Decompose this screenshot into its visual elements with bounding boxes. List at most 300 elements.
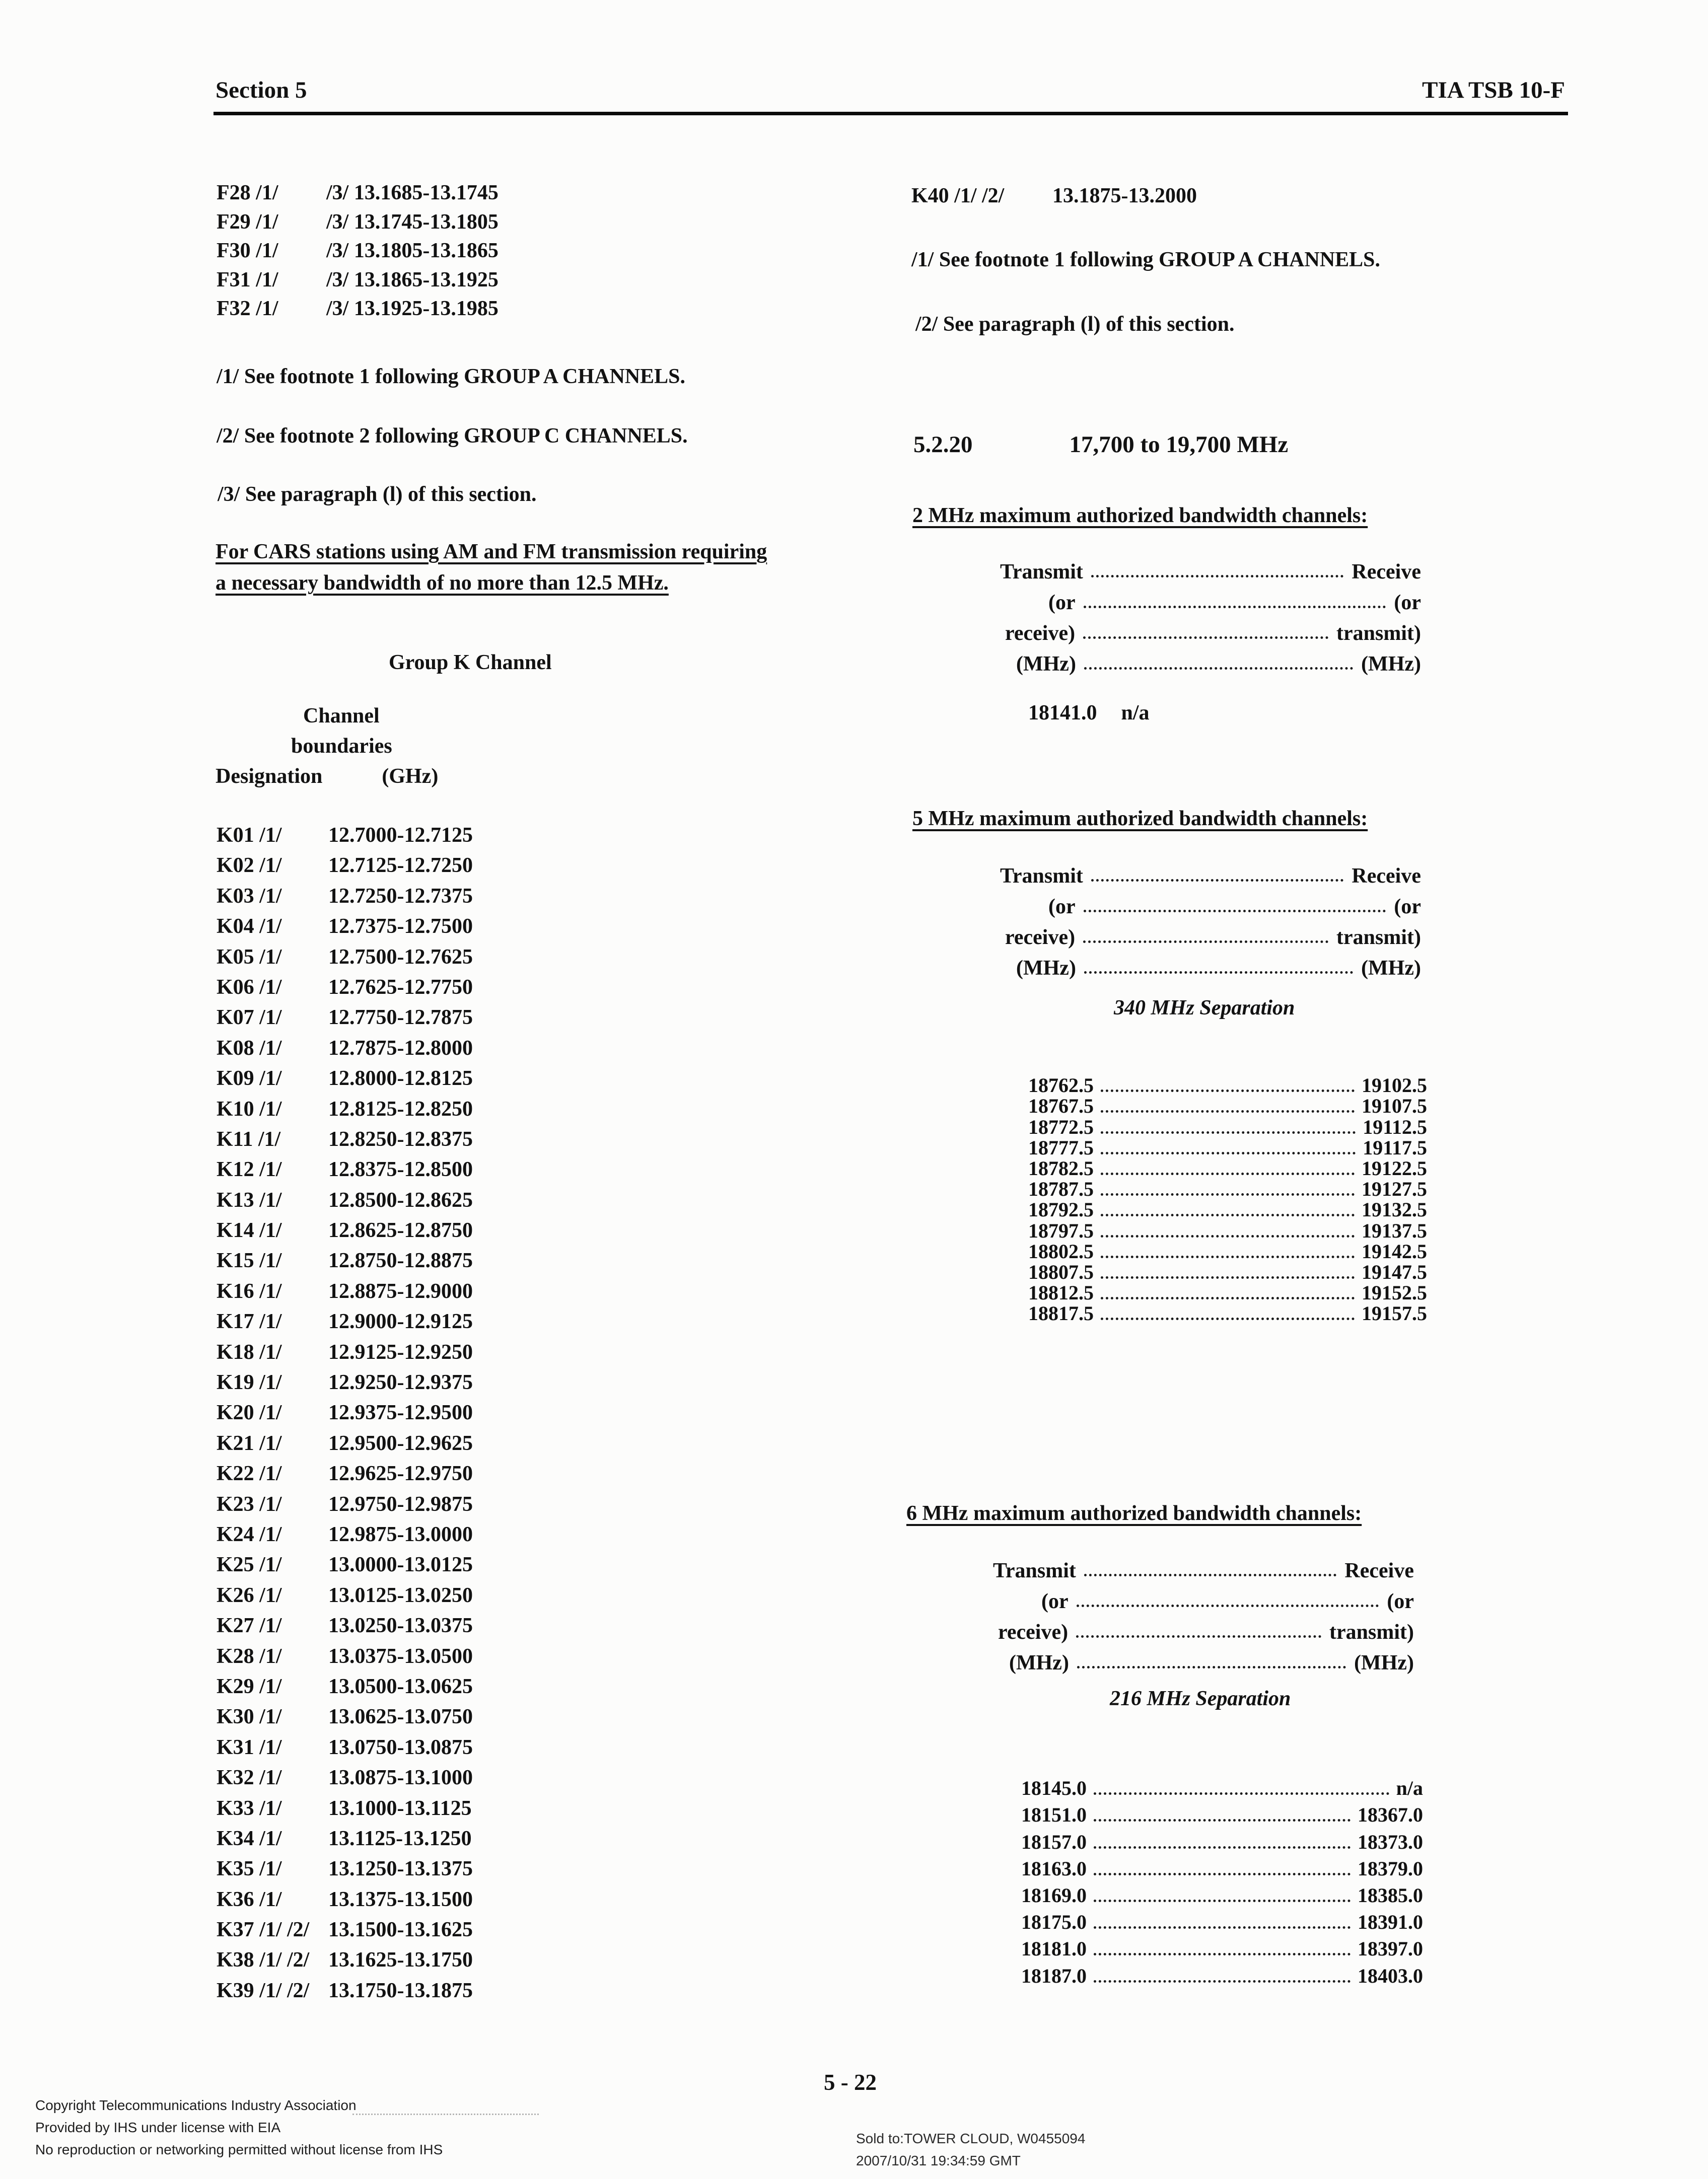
channel-row	[217, 1280, 473, 1310]
transmit-frequency: 18151.0	[1021, 1803, 1087, 1827]
receive-frequency: 19107.5	[1362, 1095, 1427, 1118]
channel-designation: K17 /1/	[217, 1310, 282, 1334]
transmit-frequency: 18797.5	[1028, 1219, 1094, 1242]
channel-boundaries: 12.7625-12.7750	[328, 975, 473, 999]
channel-row	[217, 1432, 473, 1462]
receive-frequency: 19157.5	[1362, 1302, 1427, 1325]
channel-designation: F31 /1/	[217, 268, 278, 292]
transmit-frequency: 18782.5	[1028, 1156, 1094, 1180]
channel-row	[217, 1098, 473, 1128]
channel-boundaries: 12.8750-12.8875	[328, 1249, 473, 1273]
page-number: 5 - 22	[824, 2070, 877, 2095]
channel-designation: K09 /1/	[217, 1067, 282, 1091]
dot-leader	[1094, 1873, 1350, 1875]
channel-designation: K33 /1/	[217, 1796, 282, 1820]
trx-left: (MHz)	[1016, 957, 1076, 980]
channel-boundaries: 12.7875-12.8000	[328, 1036, 473, 1060]
dot-leader	[1101, 1256, 1355, 1258]
channel-row	[217, 1401, 473, 1431]
channel-boundaries: 12.8625-12.8750	[328, 1219, 473, 1243]
channel-boundaries: 13.0875-13.1000	[328, 1766, 473, 1790]
channel-designation: K32 /1/	[217, 1766, 282, 1790]
receive-frequency: 18379.0	[1358, 1857, 1423, 1880]
column-header-channel: Channel	[303, 704, 380, 728]
channel-row	[217, 915, 473, 945]
channel-row	[217, 1705, 473, 1735]
channel-boundaries: 12.9250-12.9375	[328, 1371, 473, 1395]
dot-leader	[1094, 1953, 1350, 1955]
frequency-pair-list-6mhz	[1021, 1772, 1423, 1987]
trx-row	[1000, 584, 1421, 614]
dot-leader	[1091, 879, 1344, 882]
separation-label-216: 216 MHz Separation	[1110, 1687, 1291, 1710]
trx-left: Transmit	[993, 1559, 1076, 1582]
bandwidth-2mhz-heading: 2 MHz maximum authorized bandwidth channels:	[912, 504, 1368, 527]
trx-left: (or	[1048, 895, 1076, 918]
channel-boundaries: 12.8500-12.8625	[328, 1188, 473, 1212]
channel-boundaries: 13.1500-13.1625	[328, 1918, 473, 1942]
channel-boundaries: 13.1625-13.1750	[328, 1948, 473, 1972]
footnote-1: /1/ See footnote 1 following GROUP A CHANNELS.	[217, 365, 686, 388]
dot-leader	[1101, 1152, 1356, 1154]
channel-row	[217, 1067, 473, 1097]
channel-designation: K24 /1/	[217, 1522, 282, 1546]
copyright-line: Copyright Telecommunications Industry Association	[35, 2097, 357, 2113]
channel-row	[217, 1827, 473, 1857]
receive-frequency: n/a	[1396, 1777, 1423, 1800]
channel-row	[217, 1797, 473, 1827]
frequency-pair-row	[1021, 1879, 1423, 1906]
channel-row	[217, 1249, 473, 1279]
bandwidth-6mhz-heading: 6 MHz maximum authorized bandwidth channels:	[906, 1502, 1362, 1525]
channel-boundaries: 13.0250-13.0375	[328, 1614, 473, 1638]
channel-boundaries: 13.0625-13.0750	[328, 1705, 473, 1729]
channel-boundaries: 13.0125-13.0250	[328, 1583, 473, 1607]
frequency-pair-row	[1021, 1772, 1423, 1799]
channel-boundaries: /3/ 13.1805-13.1865	[326, 239, 499, 262]
channel-designation: K16 /1/	[217, 1279, 282, 1303]
frequency-pair-2mhz	[1028, 701, 1150, 725]
channel-designation: K08 /1/	[217, 1036, 282, 1060]
separation-label-340: 340 MHz Separation	[1114, 996, 1295, 1020]
trx-left: receive)	[1005, 622, 1076, 645]
k-channel-table	[217, 824, 473, 2009]
channel-row	[217, 1493, 473, 1523]
section-number: 5.2.20	[913, 431, 973, 458]
footnote-right-1: /1/ See footnote 1 following GROUP A CHANNELS.	[911, 248, 1381, 271]
channel-designation: K11 /1/	[217, 1127, 281, 1151]
frequency-pair-row	[1028, 1096, 1427, 1117]
channel-boundaries: 13.0500-13.0625	[328, 1675, 473, 1698]
channel-row	[217, 297, 499, 326]
dot-leader	[1101, 1090, 1355, 1092]
receive-frequency: 18403.0	[1358, 1964, 1423, 1987]
trx-right: transmit)	[1336, 622, 1421, 645]
channel-designation: K30 /1/	[217, 1705, 282, 1729]
footnote-right-2: /2/ See paragraph (l) of this section.	[915, 313, 1235, 336]
channel-boundaries: 13.1750-13.1875	[328, 1979, 473, 2002]
channel-designation: K19 /1/	[217, 1371, 282, 1395]
sold-to-line: Sold to:TOWER CLOUD, W0455094	[856, 2131, 1086, 2146]
dot-leader	[1094, 1900, 1350, 1902]
channel-row	[217, 1979, 473, 2009]
channel-designation: F30 /1/	[217, 239, 278, 262]
channel-boundaries: 12.8375-12.8500	[328, 1158, 473, 1182]
frequency-pair-row	[1028, 1200, 1427, 1220]
channel-row	[217, 1857, 473, 1887]
frequency-pair-row	[1021, 1959, 1423, 1986]
transmit-frequency: 18772.5	[1028, 1115, 1094, 1138]
frequency-pair-row	[1028, 1179, 1427, 1200]
transmit-frequency: 18792.5	[1028, 1198, 1094, 1221]
trx-row	[1000, 553, 1421, 584]
channel-boundaries: /3/ 13.1745-13.1805	[326, 210, 499, 234]
trx-row	[1000, 888, 1421, 918]
channel-row	[217, 1037, 473, 1067]
receive-frequency: n/a	[1121, 701, 1150, 724]
trx-right: (or	[1394, 591, 1421, 614]
channel-row	[217, 946, 473, 976]
transmit-frequency: 18777.5	[1028, 1136, 1094, 1159]
channel-designation: K01 /1/	[217, 824, 282, 847]
section-heading	[913, 431, 1288, 458]
channel-boundaries: 13.0000-13.0125	[328, 1553, 473, 1577]
channel-boundaries: 12.8250-12.8375	[328, 1127, 473, 1151]
trx-row	[993, 1644, 1414, 1675]
dot-leader	[1077, 1666, 1346, 1668]
channel-designation: K25 /1/	[217, 1553, 282, 1577]
transmit-frequency: 18807.5	[1028, 1260, 1094, 1283]
channel-row	[217, 885, 473, 915]
dot-leader	[1084, 910, 1386, 912]
transmit-frequency: 18169.0	[1021, 1883, 1087, 1907]
channel-designation: K35 /1/	[217, 1857, 282, 1881]
bandwidth-5mhz-heading: 5 MHz maximum authorized bandwidth channels:	[912, 807, 1368, 830]
channel-designation: K34 /1/	[217, 1827, 282, 1850]
channel-designation: K04 /1/	[217, 915, 282, 938]
group-k-title: Group K Channel	[389, 651, 552, 674]
frequency-pair-row	[1028, 1303, 1427, 1324]
channel-designation: K02 /1/	[217, 854, 282, 878]
trx-left: (MHz)	[1016, 652, 1076, 676]
channel-designation: K05 /1/	[217, 945, 282, 969]
channel-boundaries: 12.7500-12.7625	[328, 945, 473, 969]
trx-right: Receive	[1351, 560, 1421, 584]
channel-designation: K13 /1/	[217, 1188, 282, 1212]
copyright-block	[35, 2094, 443, 2161]
receive-frequency: 19152.5	[1362, 1281, 1427, 1304]
frequency-pair-row	[1021, 1853, 1423, 1879]
dot-leader	[1094, 1980, 1350, 1983]
channel-designation: K12 /1/	[217, 1158, 282, 1182]
channel-boundaries: 12.8125-12.8250	[328, 1097, 473, 1121]
column-header-designation: Designation	[216, 765, 323, 788]
channel-boundaries: 12.7125-12.7250	[328, 854, 473, 878]
channel-designation: K27 /1/	[217, 1614, 282, 1638]
trx-right: (MHz)	[1361, 652, 1421, 676]
transmit-frequency: 18157.0	[1021, 1830, 1087, 1853]
trx-right: transmit)	[1336, 926, 1421, 949]
trx-left: Transmit	[1000, 864, 1083, 888]
column-header-boundaries: boundaries	[291, 735, 392, 758]
channel-boundaries: 13.0375-13.0500	[328, 1644, 473, 1668]
channel-row	[217, 1219, 473, 1249]
receive-frequency: 18397.0	[1358, 1937, 1423, 1960]
channel-boundaries: 12.9875-13.0000	[328, 1522, 473, 1546]
dot-leader	[1094, 1819, 1350, 1822]
channel-boundaries: 12.9125-12.9250	[328, 1340, 473, 1364]
channel-designation: F28 /1/	[217, 181, 278, 204]
channel-boundaries: 12.8000-12.8125	[328, 1067, 473, 1091]
transmit-receive-header	[1000, 553, 1421, 676]
dot-leader	[1084, 1574, 1337, 1576]
transmit-frequency: 18145.0	[1021, 1777, 1087, 1800]
section-title: 17,700 to 19,700 MHz	[1069, 431, 1289, 458]
dot-leader	[1101, 1318, 1355, 1320]
footnote-3: /3/ See paragraph (l) of this section.	[218, 483, 537, 506]
transmit-frequency: 18817.5	[1028, 1302, 1094, 1325]
dot-leader	[1101, 1193, 1355, 1196]
receive-frequency: 19102.5	[1362, 1074, 1427, 1097]
channel-designation: K37 /1/ /2/	[217, 1918, 310, 1942]
dot-leader	[1094, 1846, 1350, 1849]
cars-note-line-2: a necessary bandwidth of no more than 12.5 MHz.	[216, 571, 669, 595]
dot-leader	[1101, 1276, 1355, 1279]
channel-row	[217, 1614, 473, 1644]
receive-frequency: 19147.5	[1362, 1260, 1427, 1283]
copyright-line: Provided by IHS under license with EIA	[35, 2120, 281, 2135]
channel-designation: F32 /1/	[217, 297, 278, 320]
channel-designation: K15 /1/	[217, 1249, 282, 1273]
sold-to-block	[856, 2128, 1085, 2172]
channel-designation: K40 /1/ /2/	[911, 184, 1005, 207]
trx-left: Transmit	[1000, 560, 1083, 584]
receive-frequency: 18367.0	[1358, 1803, 1423, 1827]
dot-leader	[1083, 940, 1328, 943]
transmit-frequency: 18187.0	[1021, 1964, 1087, 1987]
channel-boundaries: 12.7375-12.7500	[328, 915, 473, 938]
column-header-row	[216, 764, 438, 788]
channel-row	[217, 268, 499, 298]
channel-row	[217, 1158, 473, 1188]
channel-designation: K23 /1/	[217, 1492, 282, 1516]
channel-row	[217, 1341, 473, 1371]
frequency-pair-row	[1028, 1242, 1427, 1262]
trx-row	[1000, 614, 1421, 645]
channel-boundaries: 13.1375-13.1500	[328, 1887, 473, 1911]
channel-row	[217, 1523, 473, 1553]
frequency-pair-row	[1021, 1906, 1423, 1933]
channel-designation: K22 /1/	[217, 1462, 282, 1486]
trx-right: Receive	[1351, 864, 1421, 888]
frequency-pair-row	[1028, 1117, 1427, 1137]
channel-boundaries: 13.1125-13.1250	[328, 1827, 472, 1850]
frequency-pair-row	[1028, 1220, 1427, 1241]
frequency-pair-row	[1021, 1826, 1423, 1852]
channel-boundaries: 12.9500-12.9625	[328, 1431, 473, 1455]
transmit-frequency: 18767.5	[1028, 1095, 1094, 1118]
channel-row	[217, 1371, 473, 1401]
channel-designation: F29 /1/	[217, 210, 278, 234]
channel-designation: K03 /1/	[217, 884, 282, 908]
header-rule	[214, 112, 1568, 115]
transmit-frequency: 18163.0	[1021, 1857, 1087, 1880]
receive-frequency: 19132.5	[1362, 1198, 1427, 1221]
header-doc-label: TIA TSB 10-F	[1422, 77, 1565, 103]
transmit-frequency: 18175.0	[1021, 1911, 1087, 1934]
channel-designation: K36 /1/	[217, 1887, 282, 1911]
receive-frequency: 18391.0	[1358, 1911, 1423, 1934]
transmit-frequency: 18812.5	[1028, 1281, 1094, 1304]
spacer	[1097, 701, 1121, 725]
header-section-label: Section 5	[216, 77, 307, 103]
channel-row	[217, 1310, 473, 1340]
channel-boundaries: /3/ 13.1685-13.1745	[326, 181, 499, 204]
transmit-frequency: 18141.0	[1028, 701, 1097, 724]
frequency-pair-list-5mhz	[1028, 1075, 1427, 1324]
channel-designation: K28 /1/	[217, 1644, 282, 1668]
dot-leader	[1091, 575, 1344, 577]
receive-frequency: 19137.5	[1362, 1219, 1427, 1242]
receive-frequency: 19117.5	[1363, 1136, 1427, 1159]
trx-left: receive)	[998, 1621, 1069, 1644]
channel-boundaries: 13.0750-13.0875	[328, 1735, 473, 1759]
dot-leader	[1101, 1131, 1356, 1134]
trx-left: (or	[1041, 1590, 1069, 1613]
channel-boundaries: 13.1875-13.2000	[1052, 184, 1197, 207]
dot-leader	[1094, 1926, 1350, 1929]
channel-boundaries: 12.9000-12.9125	[328, 1310, 473, 1334]
dot-leader	[1101, 1235, 1355, 1238]
channel-row	[217, 1888, 473, 1918]
transmit-frequency: 18762.5	[1028, 1074, 1094, 1097]
channel-row	[217, 1948, 473, 1979]
channel-boundaries: 13.1000-13.1125	[328, 1796, 472, 1820]
trx-right: transmit)	[1329, 1621, 1414, 1644]
channel-designation: K21 /1/	[217, 1431, 282, 1455]
receive-frequency: 19127.5	[1362, 1178, 1427, 1201]
frequency-pair-row	[1028, 1158, 1427, 1179]
trx-row	[993, 1552, 1414, 1582]
trx-left: (MHz)	[1009, 1651, 1069, 1675]
frequency-pair-row	[1028, 1262, 1427, 1283]
channel-row	[217, 1006, 473, 1036]
trx-row	[1000, 645, 1421, 676]
channel-boundaries: 12.7250-12.7375	[328, 884, 473, 908]
transmit-frequency: 18787.5	[1028, 1178, 1094, 1201]
channel-designation: K39 /1/ /2/	[217, 1979, 310, 2002]
frequency-pair-row	[1028, 1283, 1427, 1303]
channel-boundaries: /3/ 13.1865-13.1925	[326, 268, 499, 292]
channel-row	[217, 1553, 473, 1583]
channel-row	[217, 239, 499, 268]
channel-designation: K07 /1/	[217, 1006, 282, 1030]
dot-leader	[1077, 1605, 1379, 1607]
trx-row	[1000, 857, 1421, 888]
channel-boundaries: 13.1250-13.1375	[328, 1857, 473, 1881]
channel-designation: K38 /1/ /2/	[217, 1948, 310, 1972]
transmit-receive-header	[1000, 857, 1421, 980]
transmit-frequency: 18802.5	[1028, 1240, 1094, 1263]
trx-right: (MHz)	[1361, 957, 1421, 980]
receive-frequency: 18373.0	[1358, 1830, 1423, 1853]
dot-leader	[1076, 1635, 1321, 1638]
channel-designation: K14 /1/	[217, 1219, 282, 1243]
channel-row	[217, 1645, 473, 1675]
dot-leader	[1101, 1214, 1355, 1216]
channel-boundaries: 12.7000-12.7125	[328, 824, 473, 847]
dot-leader	[1084, 971, 1353, 974]
frequency-pair-row	[1021, 1933, 1423, 1959]
dot-leader	[1101, 1297, 1355, 1299]
channel-row	[217, 824, 473, 854]
frequency-pair-row	[1028, 1138, 1427, 1158]
trx-row	[1000, 918, 1421, 949]
channel-designation: K31 /1/	[217, 1735, 282, 1759]
transmit-frequency: 18181.0	[1021, 1937, 1087, 1960]
channel-designation: K06 /1/	[217, 975, 282, 999]
trx-left: (or	[1048, 591, 1076, 614]
dot-leader	[1084, 667, 1353, 670]
dot-leader	[1101, 1173, 1355, 1175]
channel-row	[217, 1766, 473, 1796]
dot-leader	[1094, 1792, 1389, 1795]
cars-note-line-1: For CARS stations using AM and FM transmission requiring	[216, 540, 767, 563]
trx-left: receive)	[1005, 926, 1076, 949]
channel-boundaries: 12.9750-12.9875	[328, 1492, 473, 1516]
channel-row	[217, 1128, 473, 1158]
channel-boundaries: /3/ 13.1925-13.1985	[326, 297, 499, 320]
channel-row-k40	[911, 184, 1197, 207]
trx-right: Receive	[1344, 1559, 1414, 1582]
trx-right: (or	[1387, 1590, 1414, 1613]
frequency-pair-row	[1028, 1075, 1427, 1096]
channel-designation: K10 /1/	[217, 1097, 282, 1121]
channel-boundaries: 12.9625-12.9750	[328, 1462, 473, 1486]
channel-row	[217, 976, 473, 1006]
footnote-2: /2/ See footnote 2 following GROUP C CHANNELS.	[217, 424, 688, 448]
dot-leader	[1084, 606, 1386, 608]
copyright-line: No reproduction or networking permitted without license from IHS	[35, 2142, 443, 2157]
channel-boundaries: 12.9375-12.9500	[328, 1401, 473, 1425]
trx-row	[993, 1582, 1414, 1613]
f-channel-table	[217, 181, 499, 326]
channel-boundaries: 12.8875-12.9000	[328, 1279, 473, 1303]
trx-row	[993, 1613, 1414, 1644]
dot-leader	[1083, 636, 1328, 639]
channel-row	[217, 1918, 473, 1948]
receive-frequency: 18385.0	[1358, 1883, 1423, 1907]
receive-frequency: 19122.5	[1362, 1156, 1427, 1180]
receive-frequency: 19142.5	[1362, 1240, 1427, 1263]
trx-right: (or	[1394, 895, 1421, 918]
channel-boundaries: 12.7750-12.7875	[328, 1006, 473, 1030]
channel-designation: K20 /1/	[217, 1401, 282, 1425]
transmit-receive-header	[993, 1552, 1414, 1675]
channel-row	[217, 1462, 473, 1492]
trx-row	[1000, 949, 1421, 980]
trx-right: (MHz)	[1354, 1651, 1414, 1675]
receive-frequency: 19112.5	[1363, 1115, 1427, 1138]
channel-row	[217, 1189, 473, 1219]
channel-designation: K29 /1/	[217, 1675, 282, 1698]
channel-designation: K26 /1/	[217, 1583, 282, 1607]
channel-designation: K18 /1/	[217, 1340, 282, 1364]
channel-row	[217, 210, 499, 240]
sold-to-timestamp: 2007/10/31 19:34:59 GMT	[856, 2153, 1021, 2168]
channel-row	[217, 1584, 473, 1614]
channel-row	[217, 1736, 473, 1766]
